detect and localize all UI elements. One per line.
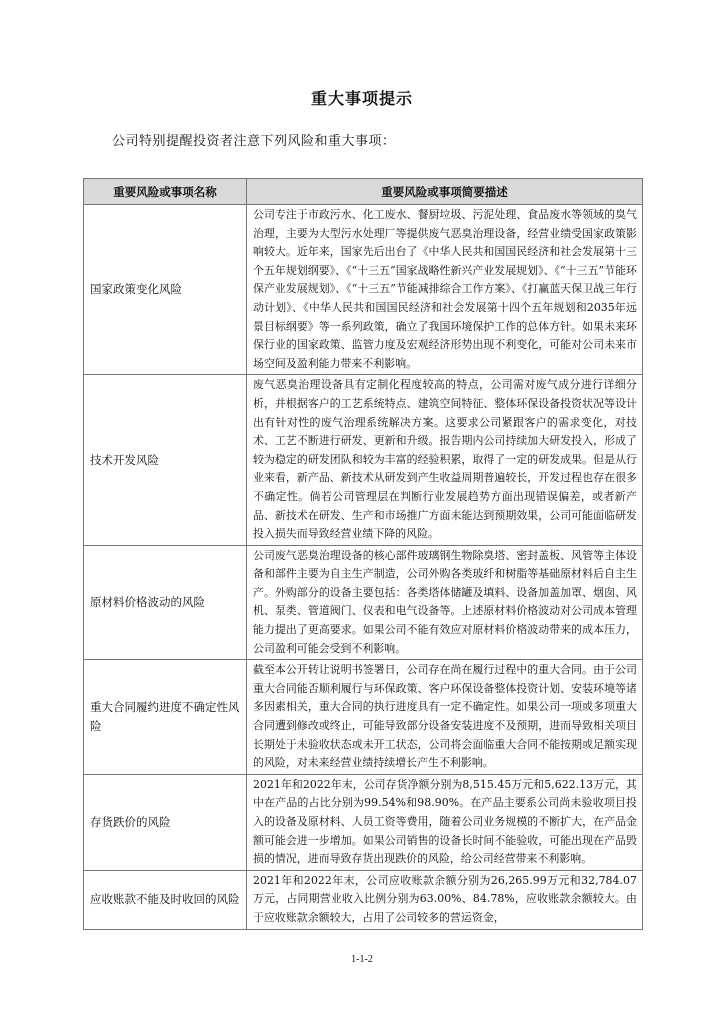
risk-table bbox=[83, 178, 643, 930]
risk-description: 公司专注于市政污水、化工废水、餐厨垃圾、污泥处理、食品废水等领域的臭气治理，主要为大型污水处理厂等提供废气恶臭治理设备，经营业绩受国家政策影响较大。近年来，国家先后出台了《中华人民共和国国民经济和社会发展第十三个五年规划纲要》、《“十三五”国家战略性新兴产业发展规划》、《“十三五”节能环保产业发展规划》、《“十三五”节能减排综合工作方案》、《打赢蓝天保卫战三年行动计划》、《中华人民共和国国民经济和社会发展第十四个五年规划和2035年远景目标纲要》等一系列政策，确立了我国环境保护工作的总体方针。如果未来环保行业的国家政策、监管力度及宏观经济形势出现不利变化，可能对公司未来市场空间及盈利能力带来不利影响。 bbox=[247, 205, 643, 375]
page-number: 1-1-2 bbox=[351, 954, 373, 965]
table-header-row bbox=[84, 179, 643, 205]
risk-description: 2021年和2022年末，公司应收账款余额分别为26,265.99万元和32,784.07万元，占同期营业收入比例分别为63.00%、84.78%，应收账款余额较大。由于应收账款余额较大，占用了公司较多的营运资金， bbox=[247, 870, 643, 929]
table-row bbox=[84, 375, 643, 545]
risk-name: 国家政策变化风险 bbox=[84, 205, 247, 375]
table-row bbox=[84, 545, 643, 660]
table-row bbox=[84, 205, 643, 375]
risk-name: 应收账款不能及时收回的风险 bbox=[84, 870, 247, 929]
intro-text: 公司特别提醒投资者注意下列风险和重大事项： bbox=[112, 134, 396, 149]
risk-description: 废气恶臭治理设备具有定制化程度较高的特点，公司需对废气成分进行详细分析，并根据客户的工艺系统特点、建筑空间特征、整体环保设备投资状况等设计出有针对性的废气治理系统解决方案。这要求公司紧跟客户的需求变化，对技术、工艺不断进行研发、更新和升级。报告期内公司持续加大研发投入，形成了较为稳定的研发团队和较为丰富的经验积累，取得了一定的研发成果。但是从行业来看，新产品、新技术从研发到产生收益周期普遍较长，开发过程也存在很多不确定性。倘若公司管理层在判断行业发展趋势方面出现错误偏差，或者新产品、新技术在研发、生产和市场推广方面未能达到预期效果，公司可能面临研发投入损失而导致经营业绩下降的风险。 bbox=[247, 375, 643, 545]
risk-name: 存货跌价的风险 bbox=[84, 774, 247, 870]
table-row bbox=[84, 870, 643, 929]
risk-description: 公司废气恶臭治理设备的核心部件玻璃钢生物除臭塔、密封盖板、风管等主体设备和部件主要为自主生产制造，公司外购各类玻纤和树脂等基础原材料后自主生产。外购部分的设备主要包括：各类塔体储罐及填料、设备加盖加罩、烟囱、风机、泵类、管道阀门、仪表和电气设备等。上述原材料价格波动对公司成本管理能力提出了更高要求。如果公司不能有效应对原材料价格波动带来的成本压力，公司盈利可能会受到不利影响。 bbox=[247, 545, 643, 660]
column-header-description: 重要风险或事项简要描述 bbox=[247, 179, 643, 205]
risk-description: 2021年和2022年末，公司存货净额分别为8,515.45万元和5,622.13万元，其中在产品的占比分别为99.54%和98.90%。在产品主要系公司尚未验收项目投入的设备及原材料、人员工资等费用，随着公司业务规模的不断扩大，在产品金额可能会进一步增加。如果公司销售的设备长时间不能验收，可能出现在产品毁损的情况，进而导致存货出现跌价的风险，给公司经营带来不利影响。 bbox=[247, 774, 643, 870]
table-row bbox=[84, 774, 643, 870]
risk-description: 截至本公开转让说明书签署日，公司存在尚在履行过程中的重大合同。由于公司重大合同能否顺利履行与环保政策、客户环保设备整体投资计划、安装环境等诸多因素相关，重大合同的执行进度具有一定不确定性。如果公司一项或多项重大合同遭到修改或终止，可能导致部分设备安装进度不及预期，进而导致相关项目长期处于未验收状态或未开工状态，公司将会面临重大合同不能按期或足额实现的风险，对未来经营业绩持续增长产生不利影响。 bbox=[247, 660, 643, 775]
column-header-name: 重要风险或事项名称 bbox=[84, 179, 247, 205]
risk-name: 重大合同履约进度不确定性风险 bbox=[84, 660, 247, 775]
risk-name: 技术开发风险 bbox=[84, 375, 247, 545]
table-row bbox=[84, 660, 643, 775]
risk-name: 原材料价格波动的风险 bbox=[84, 545, 247, 660]
page-title: 重大事项提示 bbox=[310, 89, 413, 108]
